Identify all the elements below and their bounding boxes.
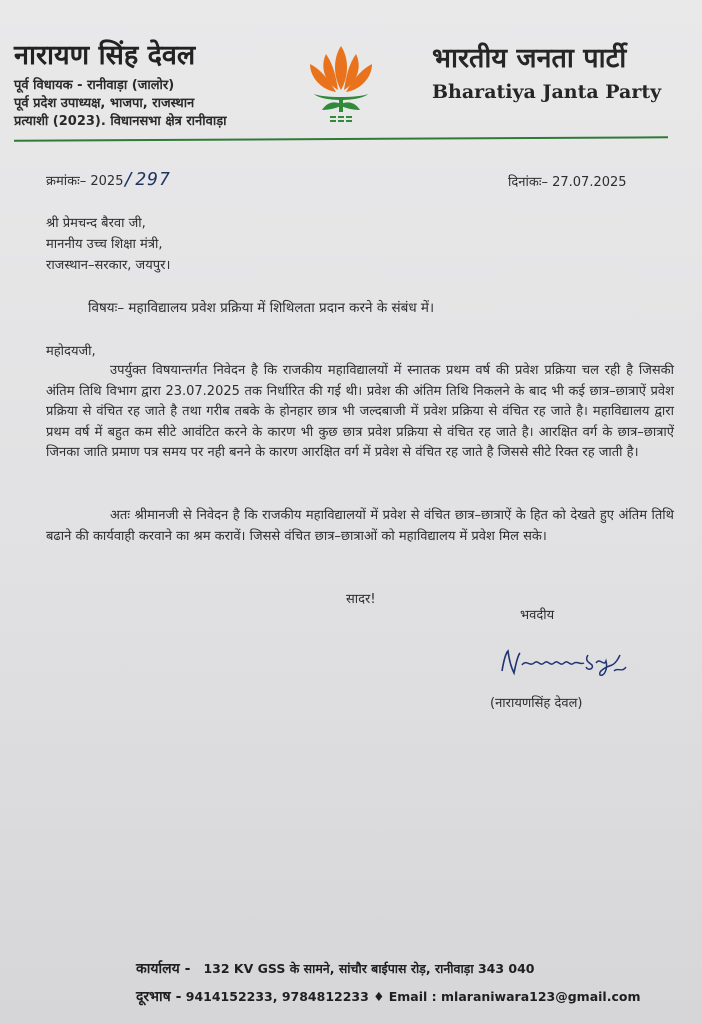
sender-name: नारायण सिंह देवल bbox=[14, 40, 196, 71]
sender-designation-2: पूर्व प्रदेश उपाध्यक्ष, भाजपा, राजस्थान bbox=[14, 96, 195, 111]
party-name-english: Bharatiya Janta Party bbox=[432, 81, 662, 103]
date-label: दिनांकः– bbox=[508, 175, 548, 190]
signer-name: (नारायणसिंह देवल) bbox=[490, 696, 583, 711]
letterhead-sender bbox=[14, 40, 314, 131]
reference-label: क्रमांकः– bbox=[46, 174, 87, 189]
sender-designation-3: प्रत्याशी (2023). विधानसभा क्षेत्र रानीवाड़ा bbox=[14, 114, 227, 129]
footer-office bbox=[136, 960, 535, 978]
recipient-designation: माननीय उच्च शिक्षा मंत्री, bbox=[46, 237, 163, 252]
subject-line: विषयः– महाविद्यालय प्रवेश प्रक्रिया में शिथिलता प्रदान करने के संबंध में। bbox=[88, 300, 435, 316]
reference-number bbox=[46, 170, 171, 192]
footer-office-label: कार्यालय - bbox=[136, 961, 191, 977]
closing-bhavdiya: भवदीय bbox=[520, 608, 555, 623]
letterhead-party bbox=[432, 42, 692, 106]
recipient-office: राजस्थान–सरकार, जयपुर। bbox=[46, 258, 171, 273]
letter-date bbox=[508, 173, 627, 193]
footer-phone-label: दूरभाष - bbox=[136, 989, 182, 1005]
signature-image bbox=[494, 645, 634, 685]
footer-phone-numbers: 9414152233, 9784812233 bbox=[185, 989, 369, 1004]
date-value: 27.07.2025 bbox=[552, 175, 627, 190]
recipient-name: श्री प्रेमचन्द बैरवा जी, bbox=[46, 216, 146, 231]
footer-contact bbox=[136, 988, 640, 1006]
letterhead-divider bbox=[14, 136, 668, 141]
sender-designation-1: पूर्व विधायक - रानीवाड़ा (जालोर) bbox=[14, 78, 175, 93]
lotus-icon bbox=[300, 40, 382, 130]
closing-sadar: सादर! bbox=[346, 592, 376, 607]
reference-separator: / bbox=[123, 169, 136, 190]
footer-email-label: ♦ Email : bbox=[373, 989, 437, 1004]
salutation: महोदयजी, bbox=[46, 344, 96, 359]
body-paragraph-2: अतः श्रीमानजी से निवेदन है कि राजकीय महाविद्यालयों में प्रवेश से वंचित छात्र–छात्राऐं के हित को देखते हुए अंतिम तिथि बढाने की कार्यवाही करवाने का श्रम करावें। जिससे वंचित छात्र–छात्राओं को महाविद्यालय में प्रवेश मिल सके। bbox=[46, 508, 674, 544]
party-name-hindi: भारतीय जनता पार्टी bbox=[432, 43, 627, 74]
footer-office-address: 132 KV GSS के सामने, सांचौर बाईपास रोड़, रानीवाड़ा 343 040 bbox=[203, 961, 535, 976]
footer-email: mlaraniwara123@gmail.com bbox=[441, 989, 641, 1004]
reference-handwritten-number: 297 bbox=[135, 169, 171, 190]
body-paragraph-1: उपर्युक्त विषयान्तर्गत निवेदन है कि राजकीय महाविद्यालयों में स्नातक प्रथम वर्ष की प्रवेश प्रक्रिया चल रही है जिसकी अंतिम तिथि विभाग द्वारा 23.07.2025 तक निर्धारित की गई थी। प्रवेश की अंतिम तिथि निकलने के बाद भी कई छात्र–छात्राऐं प्रवेश प्रक्रिया से वंचित रह जाते है तथा गरीब तबके के होनहार छात्र भी जल्दबाजी में प्रवेश प्रक्रिया से वंचित रह जाते है। महाविद्यालय द्वारा प्रथम वर्ष में बहुत कम सीटे आवंटित करने के कारण भी कुछ छात्र प्रवेश प्रक्रिया से वंचित रह जाते है। आरक्षित वर्ग के छात्र–छात्राऐं जिनका जाति प्रमाण पत्र समय पर नही बनने के कारण आरक्षित वर्ग में प्रवेश से वंचित रह जाते है जिससे सीटे रिक्त रह जाती है। bbox=[46, 363, 674, 460]
reference-year: 2025 bbox=[90, 174, 124, 189]
